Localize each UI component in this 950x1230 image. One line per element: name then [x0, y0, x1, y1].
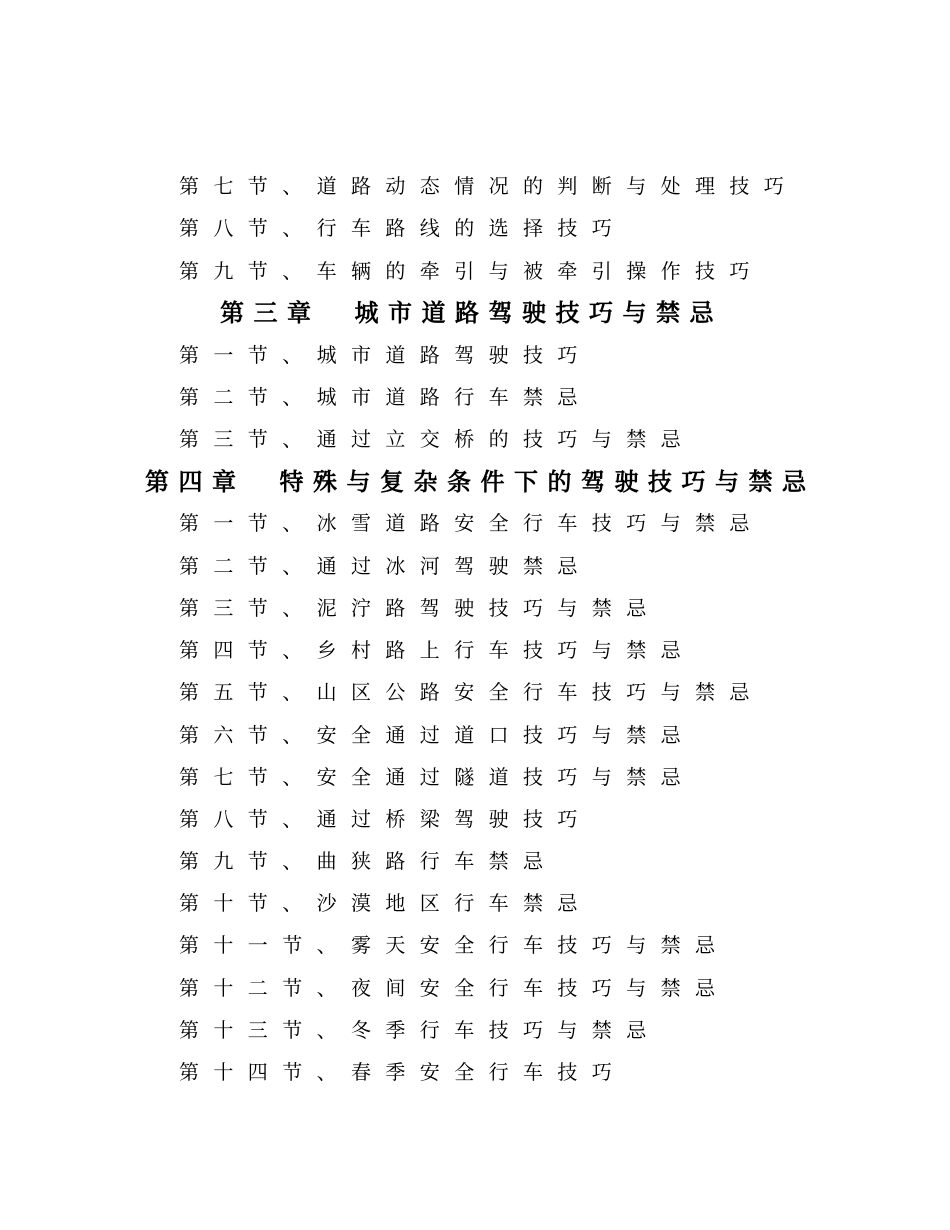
toc-section-line: 第十三节、冬季行车技巧与禁忌 [179, 1018, 661, 1042]
toc-section-line: 第三节、泥泞路驾驶技巧与禁忌 [179, 596, 661, 620]
toc-section-line: 第一节、城市道路驾驶技巧 [179, 343, 592, 367]
toc-section-line: 第七节、安全通过隧道技巧与禁忌 [179, 765, 695, 789]
toc-section-line: 第六节、安全通过道口技巧与禁忌 [179, 723, 695, 747]
toc-section-line: 第八节、行车路线的选择技巧 [179, 216, 627, 240]
toc-section-line: 第九节、曲狭路行车禁忌 [179, 849, 558, 873]
toc-section-line: 第五节、山区公路安全行车技巧与禁忌 [179, 680, 764, 704]
toc-section-line: 第二节、城市道路行车禁忌 [179, 385, 592, 409]
chapter-number: 第三章 [220, 298, 321, 327]
toc-chapter-heading [145, 467, 816, 496]
toc-section-line: 第八节、通过桥梁驾驶技巧 [179, 807, 592, 831]
chapter-title: 城市道路驾驶技巧与禁忌 [354, 298, 723, 327]
toc-chapter-heading [220, 298, 723, 327]
toc-section-line: 第九节、车辆的牵引与被牵引操作技巧 [179, 259, 764, 283]
toc-section-line: 第十节、沙漠地区行车禁忌 [179, 891, 592, 915]
toc-section-line: 第一节、冰雪道路安全行车技巧与禁忌 [179, 511, 764, 535]
toc-section-line: 第七节、道路动态情况的判断与处理技巧 [179, 174, 799, 198]
toc-section-line: 第二节、通过冰河驾驶禁忌 [179, 554, 592, 578]
toc-section-line: 第四节、乡村路上行车技巧与禁忌 [179, 638, 695, 662]
chapter-number: 第四章 [145, 467, 246, 496]
toc-section-line: 第十四节、春季安全行车技巧 [179, 1060, 627, 1084]
toc-section-line: 第十一节、雾天安全行车技巧与禁忌 [179, 933, 730, 957]
chapter-title: 特殊与复杂条件下的驾驶技巧与禁忌 [279, 467, 816, 496]
toc-section-line: 第三节、通过立交桥的技巧与禁忌 [179, 427, 695, 451]
toc-section-line: 第十二节、夜间安全行车技巧与禁忌 [179, 976, 730, 1000]
